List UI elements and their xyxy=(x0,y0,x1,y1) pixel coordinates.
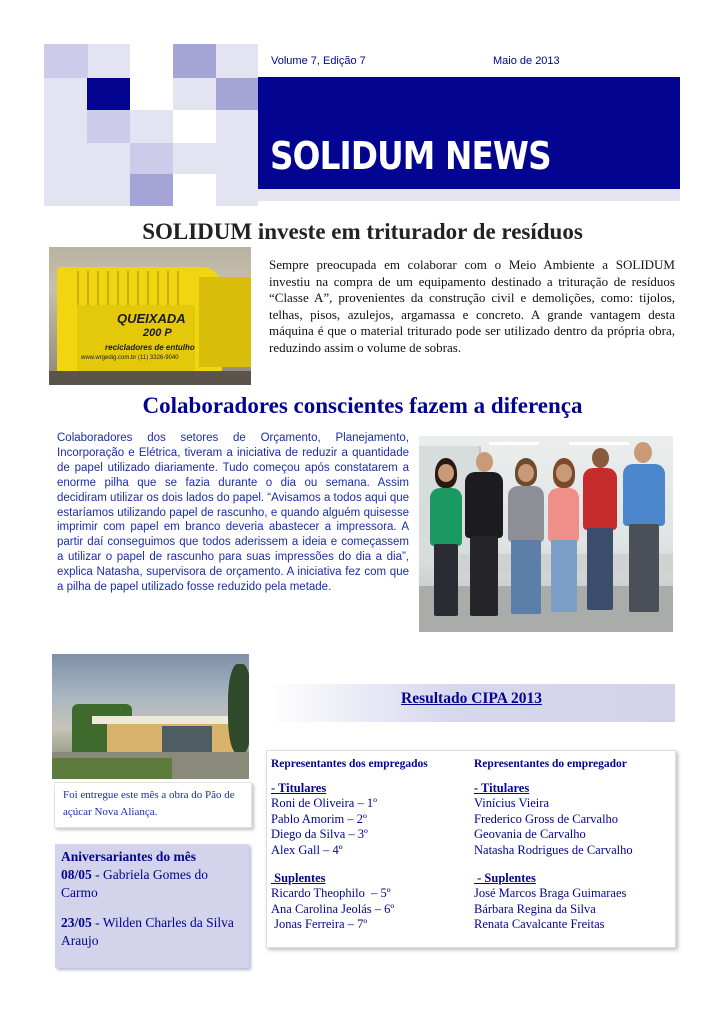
mosaic-square xyxy=(173,110,216,143)
list-item: Diego da Silva – 3º xyxy=(271,827,368,842)
person-head xyxy=(634,442,652,463)
machine-label xyxy=(77,305,195,371)
building-glass xyxy=(162,726,212,752)
person-legs xyxy=(629,524,659,612)
person-legs xyxy=(587,528,613,610)
building-photo xyxy=(52,654,249,779)
person-head xyxy=(556,464,572,482)
person xyxy=(621,442,665,614)
building-caption: Foi entregue este mês a obra do Pão de açúcar Nova Aliança. xyxy=(63,789,235,818)
list-item: Natasha Rodrigues de Carvalho xyxy=(474,842,633,857)
ceiling-light xyxy=(489,442,539,445)
list-item: Roni de Oliveira – 1º xyxy=(271,796,377,811)
person-head xyxy=(518,464,534,482)
ceiling-light xyxy=(569,442,629,445)
person xyxy=(545,458,581,614)
mosaic-square xyxy=(87,110,130,143)
person-body xyxy=(548,488,579,542)
birthday-date: 08/05 xyxy=(61,867,92,882)
person-body xyxy=(508,486,544,542)
employer-column xyxy=(474,757,674,933)
person-head xyxy=(476,452,493,472)
article2-headline: Colaboradores conscientes fazem a diferença xyxy=(142,393,583,418)
person xyxy=(581,446,619,612)
birthdays-box xyxy=(55,844,249,968)
person xyxy=(505,458,545,616)
person-head xyxy=(592,448,609,468)
machine-model: 200 P xyxy=(143,327,172,339)
building-roof xyxy=(92,716,242,724)
employees-column xyxy=(271,757,471,933)
list-item: Vinícius Vieira xyxy=(474,796,549,811)
list-item: Jonas Ferreira – 7º xyxy=(271,917,368,932)
issue-volume: Volume 7, Edição 7 xyxy=(271,55,366,67)
person-body xyxy=(465,472,503,538)
birthday-entry xyxy=(61,914,241,951)
team-photo xyxy=(419,436,673,632)
birthday-date: 23/05 xyxy=(61,915,92,930)
newsletter-title: SOLIDUM NEWS xyxy=(270,134,551,178)
birthdays-title: Aniversariantes do mês xyxy=(61,849,196,864)
employees-suplentes-label: Suplentes xyxy=(271,870,326,885)
birthday-name: - Wilden Charles da Silva Araujo xyxy=(61,915,234,949)
masthead-strip xyxy=(258,189,680,201)
person-legs xyxy=(434,544,458,616)
employees-heading: Representantes dos empregados xyxy=(271,758,428,770)
machine-side xyxy=(199,277,251,367)
spacer xyxy=(474,859,674,871)
birthday-entry xyxy=(61,866,241,903)
mosaic-square xyxy=(173,44,216,78)
person-legs xyxy=(470,536,498,616)
list-item: Renata Cavalcante Freitas xyxy=(474,917,605,932)
cipa-title: Resultado CIPA 2013 xyxy=(401,690,542,707)
header-mosaic xyxy=(44,44,258,206)
mosaic-square xyxy=(130,174,173,206)
machine-tagline: recicladores de entulho xyxy=(105,343,195,352)
mosaic-square xyxy=(130,143,173,174)
list-item: Frederico Gross de Carvalho xyxy=(474,811,619,826)
employer-suplentes-label: - Suplentes xyxy=(474,870,536,885)
mosaic-square xyxy=(130,44,173,78)
person-legs xyxy=(511,540,541,614)
person-head xyxy=(438,464,454,482)
issue-date: Maio de 2013 xyxy=(493,55,560,67)
mosaic-square xyxy=(173,174,216,206)
list-item: José Marcos Braga Guimaraes xyxy=(474,886,627,901)
spacer xyxy=(271,859,471,871)
mosaic-square xyxy=(130,78,173,110)
list-item: Geovania de Carvalho xyxy=(474,827,586,842)
machine-brand: QUEIXADA xyxy=(117,311,186,326)
person xyxy=(427,458,463,618)
lawn xyxy=(52,758,172,779)
employer-heading: Representantes do empregador xyxy=(474,758,627,770)
person-body xyxy=(430,488,462,546)
tree xyxy=(228,664,249,754)
person-body xyxy=(623,464,665,526)
employer-titulares-label: - Titulares xyxy=(474,780,530,795)
article1-headline: SOLIDUM investe em triturador de resíduos xyxy=(142,219,583,244)
building-caption-box xyxy=(54,782,252,828)
list-item: Pablo Amorim – 2º xyxy=(271,811,367,826)
person-body xyxy=(583,468,617,530)
article1-body: Sempre preocupada em colaborar com o Meio Ambiente a SOLIDUM investiu na compra de um equipamento destinado a trituração de resíduos “Classe A”, provenientes da construção civil e demolições, como: tijolos, telhas, pisos, azulejos, argamassa e concreto. A grande vantagem desta máquina é que o material triturado pode ser utilizado dentro da própria obra, reduzindo assim o volume de sobras. xyxy=(269,257,675,355)
machine-base xyxy=(49,371,251,385)
mosaic-square xyxy=(216,78,258,110)
person-legs xyxy=(551,540,577,612)
mosaic-square xyxy=(87,78,130,110)
list-item: Bárbara Regina da Silva xyxy=(474,901,596,916)
person xyxy=(463,450,503,618)
article2-body: Colaboradores dos setores de Orçamento, Planejamento, Incorporação e Elétrica, tiveram a iniciativa de reduzir a quantidade de papel utilizado diariamente. Tudo começou após constatarem a enorme pilha que se fazia durante o dia ou semana. Assim decidiram utilizar os dois lados do papel. “Avisamos a todos aqui que estaríamos utilizando papel de rascunho, e quando alguém quisesse imprimir com papel em branco deveria abastecer a impressora. A partir daí conseguimos que todos aderissem a ideia e começassem a utilizar o papel de rascunho para suas impressões do dia a dia”, explica Natasha, supervisora de orçamento. A iniciativa fez com que a pilha de papel utilizado fosse reduzido pela metade. xyxy=(57,432,410,594)
cipa-results-box xyxy=(266,750,676,948)
machine-contact: www.wrgedig.com.br (11) 3326-9040 xyxy=(81,355,179,361)
machine-grille xyxy=(69,271,179,307)
list-item: Ricardo Theophilo – 5º xyxy=(271,886,391,901)
employees-titulares-label: - Titulares xyxy=(271,780,327,795)
mosaic-square xyxy=(44,44,88,78)
shredder-photo xyxy=(49,247,251,385)
list-item: Ana Carolina Jeolás – 6º xyxy=(271,901,395,916)
cipa-title-bar xyxy=(268,684,675,722)
birthday-name: - Gabriela Gomes do Carmo xyxy=(61,867,208,901)
list-item: Alex Gall – 4º xyxy=(271,842,343,857)
